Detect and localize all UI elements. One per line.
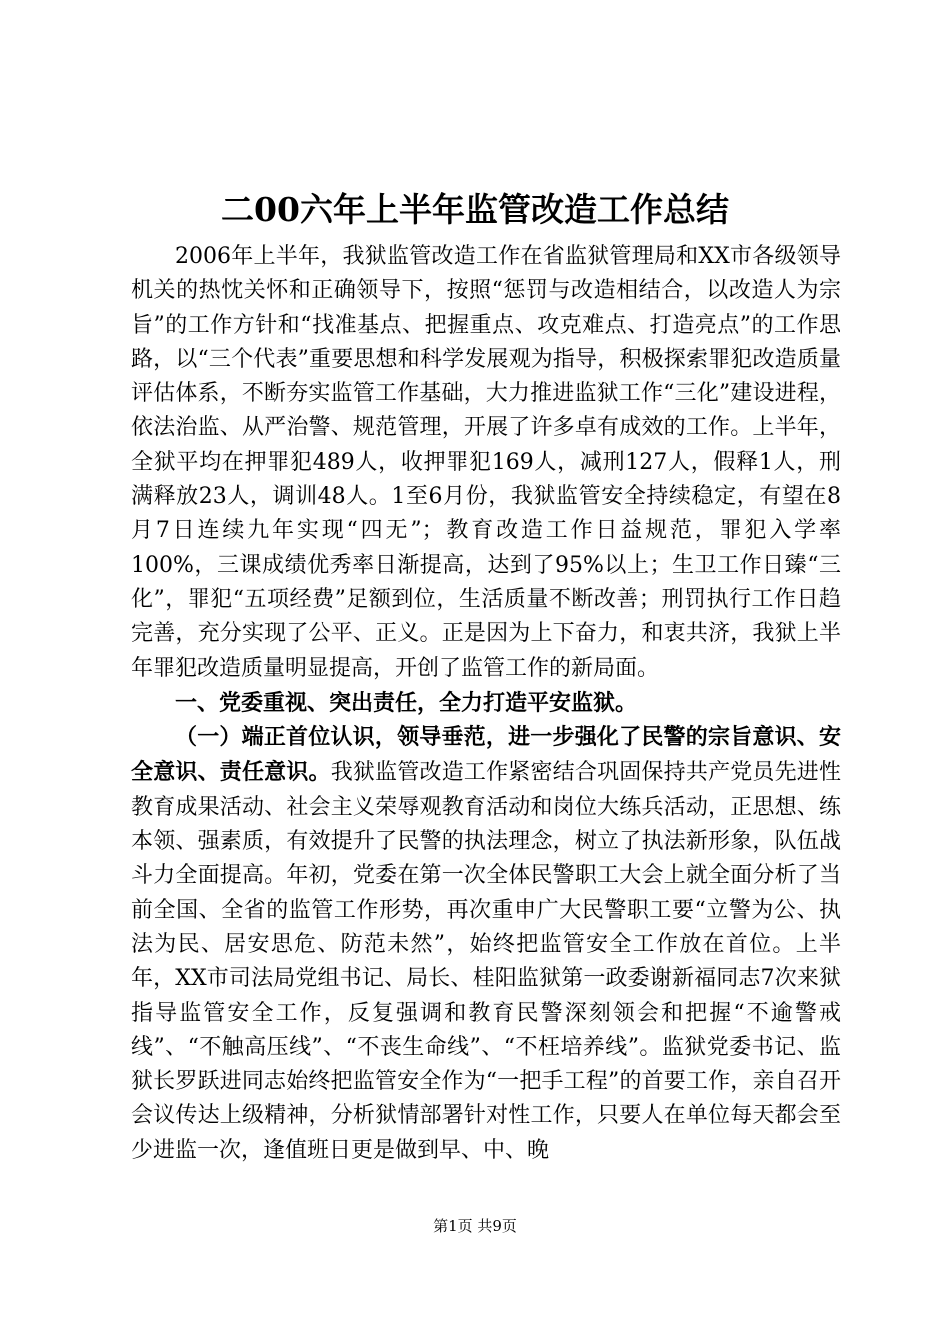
section-heading: 一、党委重视、突出责任，全力打造平安监狱。 (175, 689, 638, 716)
document-body (131, 240, 841, 1168)
document-title: 二00六年上半年监管改造工作总结 (221, 190, 729, 229)
page-footer: 第1页 共9页 (433, 1217, 517, 1235)
subsection-paragraph (131, 720, 841, 1168)
subsection-lead: （一）端正首位认识，领导垂范，进一步强化了民警的宗旨意识、安全意识、责任意识。 (131, 724, 841, 786)
subsection-body: 我狱监管改造工作紧密结合巩固保持共产党员先进性教育成果活动、社会主义荣辱观教育活动和岗位大练兵活动，正思想、练本领、强素质，有效提升了民警的执法理念，树立了执法新形象，队伍战斗力全面提高。年初，党委在第一次全体民警职工大会上就全面分析了当前全国、全省的监管工作形势，再次重申广大民警职工要“立警为公、执法为民、居安思危、防范未然”，始终把监管安全工作放在首位。上半年，XX市司法局党组书记、局长、桂阳监狱第一政委谢新福同志7次来狱指导监管安全工作，反复强调和教育民警深刻领会和把握“不逾警戒线”、“不触高压线”、“不丧生命线”、“不枉培养线”。监狱党委书记、监狱长罗跃进同志始终把监管安全作为“一把手工程”的首要工作，亲自召开会议传达上级精神，分析狱情部署针对性工作，只要人在单位每天都会至少进监一次，逢值班日更是做到早、中、晚 (131, 760, 841, 1163)
intro-paragraph: 2006年上半年，我狱监管改造工作在省监狱管理局和XX市各级领导机关的热忱关怀和正确领导下，按照“惩罚与改造相结合，以改造人为宗旨”的工作方针和“找准基点、把握重点、攻克难点、打造亮点”的工作思路，以“三个代表”重要思想和科学发展观为指导，积极探索罪犯改造质量评估体系，不断夯实监管工作基础，大力推进监狱工作“三化”建设进程，依法治监、从严治警、规范管理，开展了许多卓有成效的工作。上半年，全狱平均在押罪犯489人，收押罪犯169人，减刑127人，假释1人，刑满释放23人，调训48人。1至6月份，我狱监管安全持续稳定，有望在8月7日连续九年实现“四无”；教育改造工作日益规范，罪犯入学率100%，三课成绩优秀率日渐提高，达到了95%以上；生卫工作日臻“三化”，罪犯“五项经费”足额到位，生活质量不断改善；刑罚执行工作日趋完善，充分实现了公平、正义。正是因为上下奋力，和衷共济，我狱上半年罪犯改造质量明显提高，开创了监管工作的新局面。 (131, 244, 841, 681)
